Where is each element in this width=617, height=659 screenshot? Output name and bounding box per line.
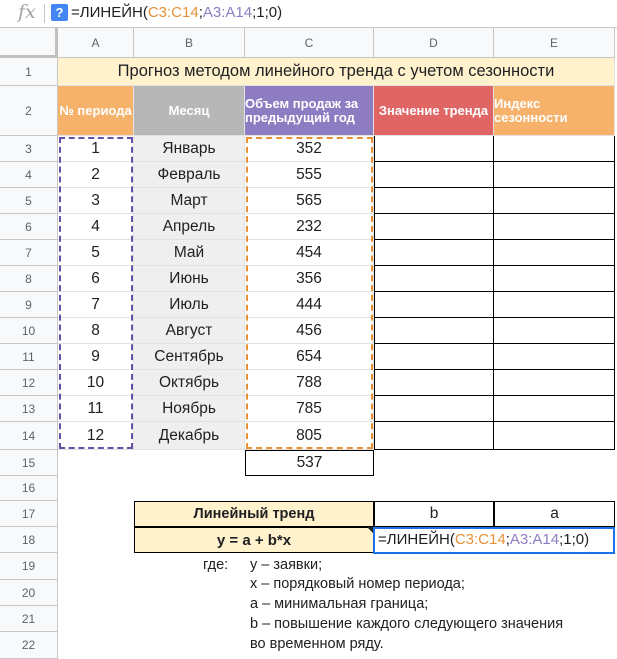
sales-cell[interactable]: 232 [245, 214, 374, 240]
column-header-b[interactable]: B [134, 28, 245, 58]
month-cell[interactable]: Сентябрь [134, 344, 245, 370]
period-cell[interactable]: 8 [58, 318, 134, 344]
row-header-3[interactable]: 3 [0, 136, 58, 162]
trend-cell[interactable] [374, 344, 494, 370]
total-sales-cell[interactable]: 537 [245, 450, 374, 476]
trend-cell[interactable] [374, 318, 494, 344]
row-header-7[interactable]: 7 [0, 240, 58, 266]
season-cell[interactable] [494, 188, 615, 214]
sales-cell[interactable]: 788 [245, 370, 374, 396]
formula-suffix: ;1;0) [252, 4, 283, 21]
season-cell[interactable] [494, 422, 615, 450]
formula-bar-divider [44, 4, 45, 23]
row-header-16[interactable]: 16 [0, 476, 58, 501]
row-header-11[interactable]: 11 [0, 344, 58, 370]
sales-cell[interactable]: 785 [245, 396, 374, 422]
sales-cell[interactable]: 805 [245, 422, 374, 450]
period-cell[interactable]: 7 [58, 292, 134, 318]
trend-equation[interactable]: y = a + b*x [134, 527, 374, 553]
trend-cell[interactable] [374, 214, 494, 240]
sales-cell[interactable]: 454 [245, 240, 374, 266]
note-y: y – заявки; [250, 557, 323, 573]
month-cell[interactable]: Май [134, 240, 245, 266]
row-header-15[interactable]: 15 [0, 450, 58, 476]
month-cell[interactable]: Январь [134, 136, 245, 162]
row-header-21[interactable]: 21 [0, 606, 58, 632]
row-header-2[interactable]: 2 [0, 86, 58, 136]
note-b: b – повышение каждого следующего значения [250, 616, 564, 632]
trend-cell[interactable] [374, 162, 494, 188]
row-header-19[interactable]: 19 [0, 553, 58, 580]
sales-cell[interactable]: 565 [245, 188, 374, 214]
header-period[interactable]: № периода [58, 86, 134, 136]
formula-prefix: =ЛИНЕЙН( [71, 4, 148, 21]
header-month[interactable]: Месяц [134, 86, 245, 136]
trend-cell[interactable] [374, 292, 494, 318]
formula-text[interactable] [71, 4, 282, 21]
period-cell[interactable]: 11 [58, 396, 134, 422]
season-cell[interactable] [494, 214, 615, 240]
period-cell[interactable]: 5 [58, 240, 134, 266]
trend-cell[interactable] [374, 396, 494, 422]
row-header-22[interactable]: 22 [0, 632, 58, 659]
sales-cell[interactable]: 352 [245, 136, 374, 162]
row-header-12[interactable]: 12 [0, 370, 58, 396]
formula-help-icon[interactable]: ? [51, 4, 68, 21]
select-all-corner[interactable] [0, 28, 58, 58]
month-cell[interactable]: Август [134, 318, 245, 344]
row-header-20[interactable]: 20 [0, 580, 58, 606]
period-cell[interactable]: 9 [58, 344, 134, 370]
trend-cell[interactable] [374, 422, 494, 450]
header-trend[interactable]: Значение тренда [374, 86, 494, 136]
row-header-13[interactable]: 13 [0, 396, 58, 422]
editor-prefix: =ЛИНЕЙН( [378, 531, 455, 548]
month-cell[interactable]: Июль [134, 292, 245, 318]
header-sales[interactable]: Объем продаж за предыдущий год [245, 86, 374, 136]
period-cell[interactable]: 10 [58, 370, 134, 396]
editor-separator: ; [505, 531, 510, 548]
coef-a-label[interactable]: a [494, 501, 615, 527]
row-header-10[interactable]: 10 [0, 318, 58, 344]
period-cell[interactable]: 12 [58, 422, 134, 450]
sales-cell[interactable]: 555 [245, 162, 374, 188]
column-header-c[interactable]: C [245, 28, 374, 58]
column-header-e[interactable]: E [494, 28, 615, 58]
row-header-6[interactable]: 6 [0, 214, 58, 240]
sales-cell[interactable]: 654 [245, 344, 374, 370]
row-header-14[interactable]: 14 [0, 422, 58, 450]
row-header-4[interactable]: 4 [0, 162, 58, 188]
season-cell[interactable] [494, 136, 615, 162]
month-cell[interactable]: Декабрь [134, 422, 245, 450]
period-cell[interactable]: 4 [58, 214, 134, 240]
month-cell[interactable]: Апрель [134, 214, 245, 240]
editor-suffix: ;1;0) [559, 531, 590, 548]
sales-cell[interactable]: 356 [245, 266, 374, 292]
season-cell[interactable] [494, 292, 615, 318]
note-b-continued: во временном ряду. [250, 636, 384, 652]
linear-trend-label[interactable]: Линейный тренд [134, 501, 374, 527]
season-cell[interactable] [494, 266, 615, 292]
fx-icon: fx [18, 1, 36, 23]
active-cell-editor[interactable] [373, 527, 615, 554]
row-header-18[interactable]: 18 [0, 527, 58, 553]
season-cell[interactable] [494, 370, 615, 396]
column-header-a[interactable]: A [58, 28, 134, 58]
sales-cell[interactable]: 444 [245, 292, 374, 318]
season-cell[interactable] [494, 396, 615, 422]
formula-separator: ; [198, 4, 203, 21]
trend-cell[interactable] [374, 136, 494, 162]
formula-bar[interactable] [0, 0, 617, 28]
formula-ref-periods: A3:A14 [202, 4, 253, 21]
season-cell[interactable] [494, 240, 615, 266]
notes-where: где: [203, 557, 229, 573]
row-header-8[interactable]: 8 [0, 266, 58, 292]
season-cell[interactable] [494, 344, 615, 370]
editor-ref-periods: A3:A14 [509, 531, 560, 548]
month-cell[interactable]: Октябрь [134, 370, 245, 396]
row-header-9[interactable]: 9 [0, 292, 58, 318]
month-cell[interactable]: Февраль [134, 162, 245, 188]
formula-ref-sales: C3:C14 [147, 4, 199, 21]
period-cell[interactable]: 2 [58, 162, 134, 188]
sales-cell[interactable]: 456 [245, 318, 374, 344]
trend-cell[interactable] [374, 188, 494, 214]
period-cell[interactable]: 6 [58, 266, 134, 292]
coef-b-label[interactable]: b [374, 501, 494, 527]
row-header-5[interactable]: 5 [0, 188, 58, 214]
column-header-d[interactable]: D [374, 28, 494, 58]
sheet-title[interactable]: Прогноз методом линейного тренда с учетом сезонности [58, 58, 615, 86]
row-header-17[interactable]: 17 [0, 501, 58, 527]
trend-cell[interactable] [374, 240, 494, 266]
note-x: x – порядковый номер периода; [250, 576, 465, 592]
month-cell[interactable]: Март [134, 188, 245, 214]
header-season[interactable]: Индекс сезонности [494, 86, 615, 136]
note-a: a – минимальная граница; [250, 596, 429, 612]
trend-cell[interactable] [374, 370, 494, 396]
month-cell[interactable]: Ноябрь [134, 396, 245, 422]
row-header-1[interactable]: 1 [0, 58, 58, 86]
editor-ref-sales: C3:C14 [454, 531, 506, 548]
trend-cell[interactable] [374, 266, 494, 292]
period-cell[interactable]: 3 [58, 188, 134, 214]
season-cell[interactable] [494, 162, 615, 188]
season-cell[interactable] [494, 318, 615, 344]
month-cell[interactable]: Июнь [134, 266, 245, 292]
period-cell[interactable]: 1 [58, 136, 134, 162]
